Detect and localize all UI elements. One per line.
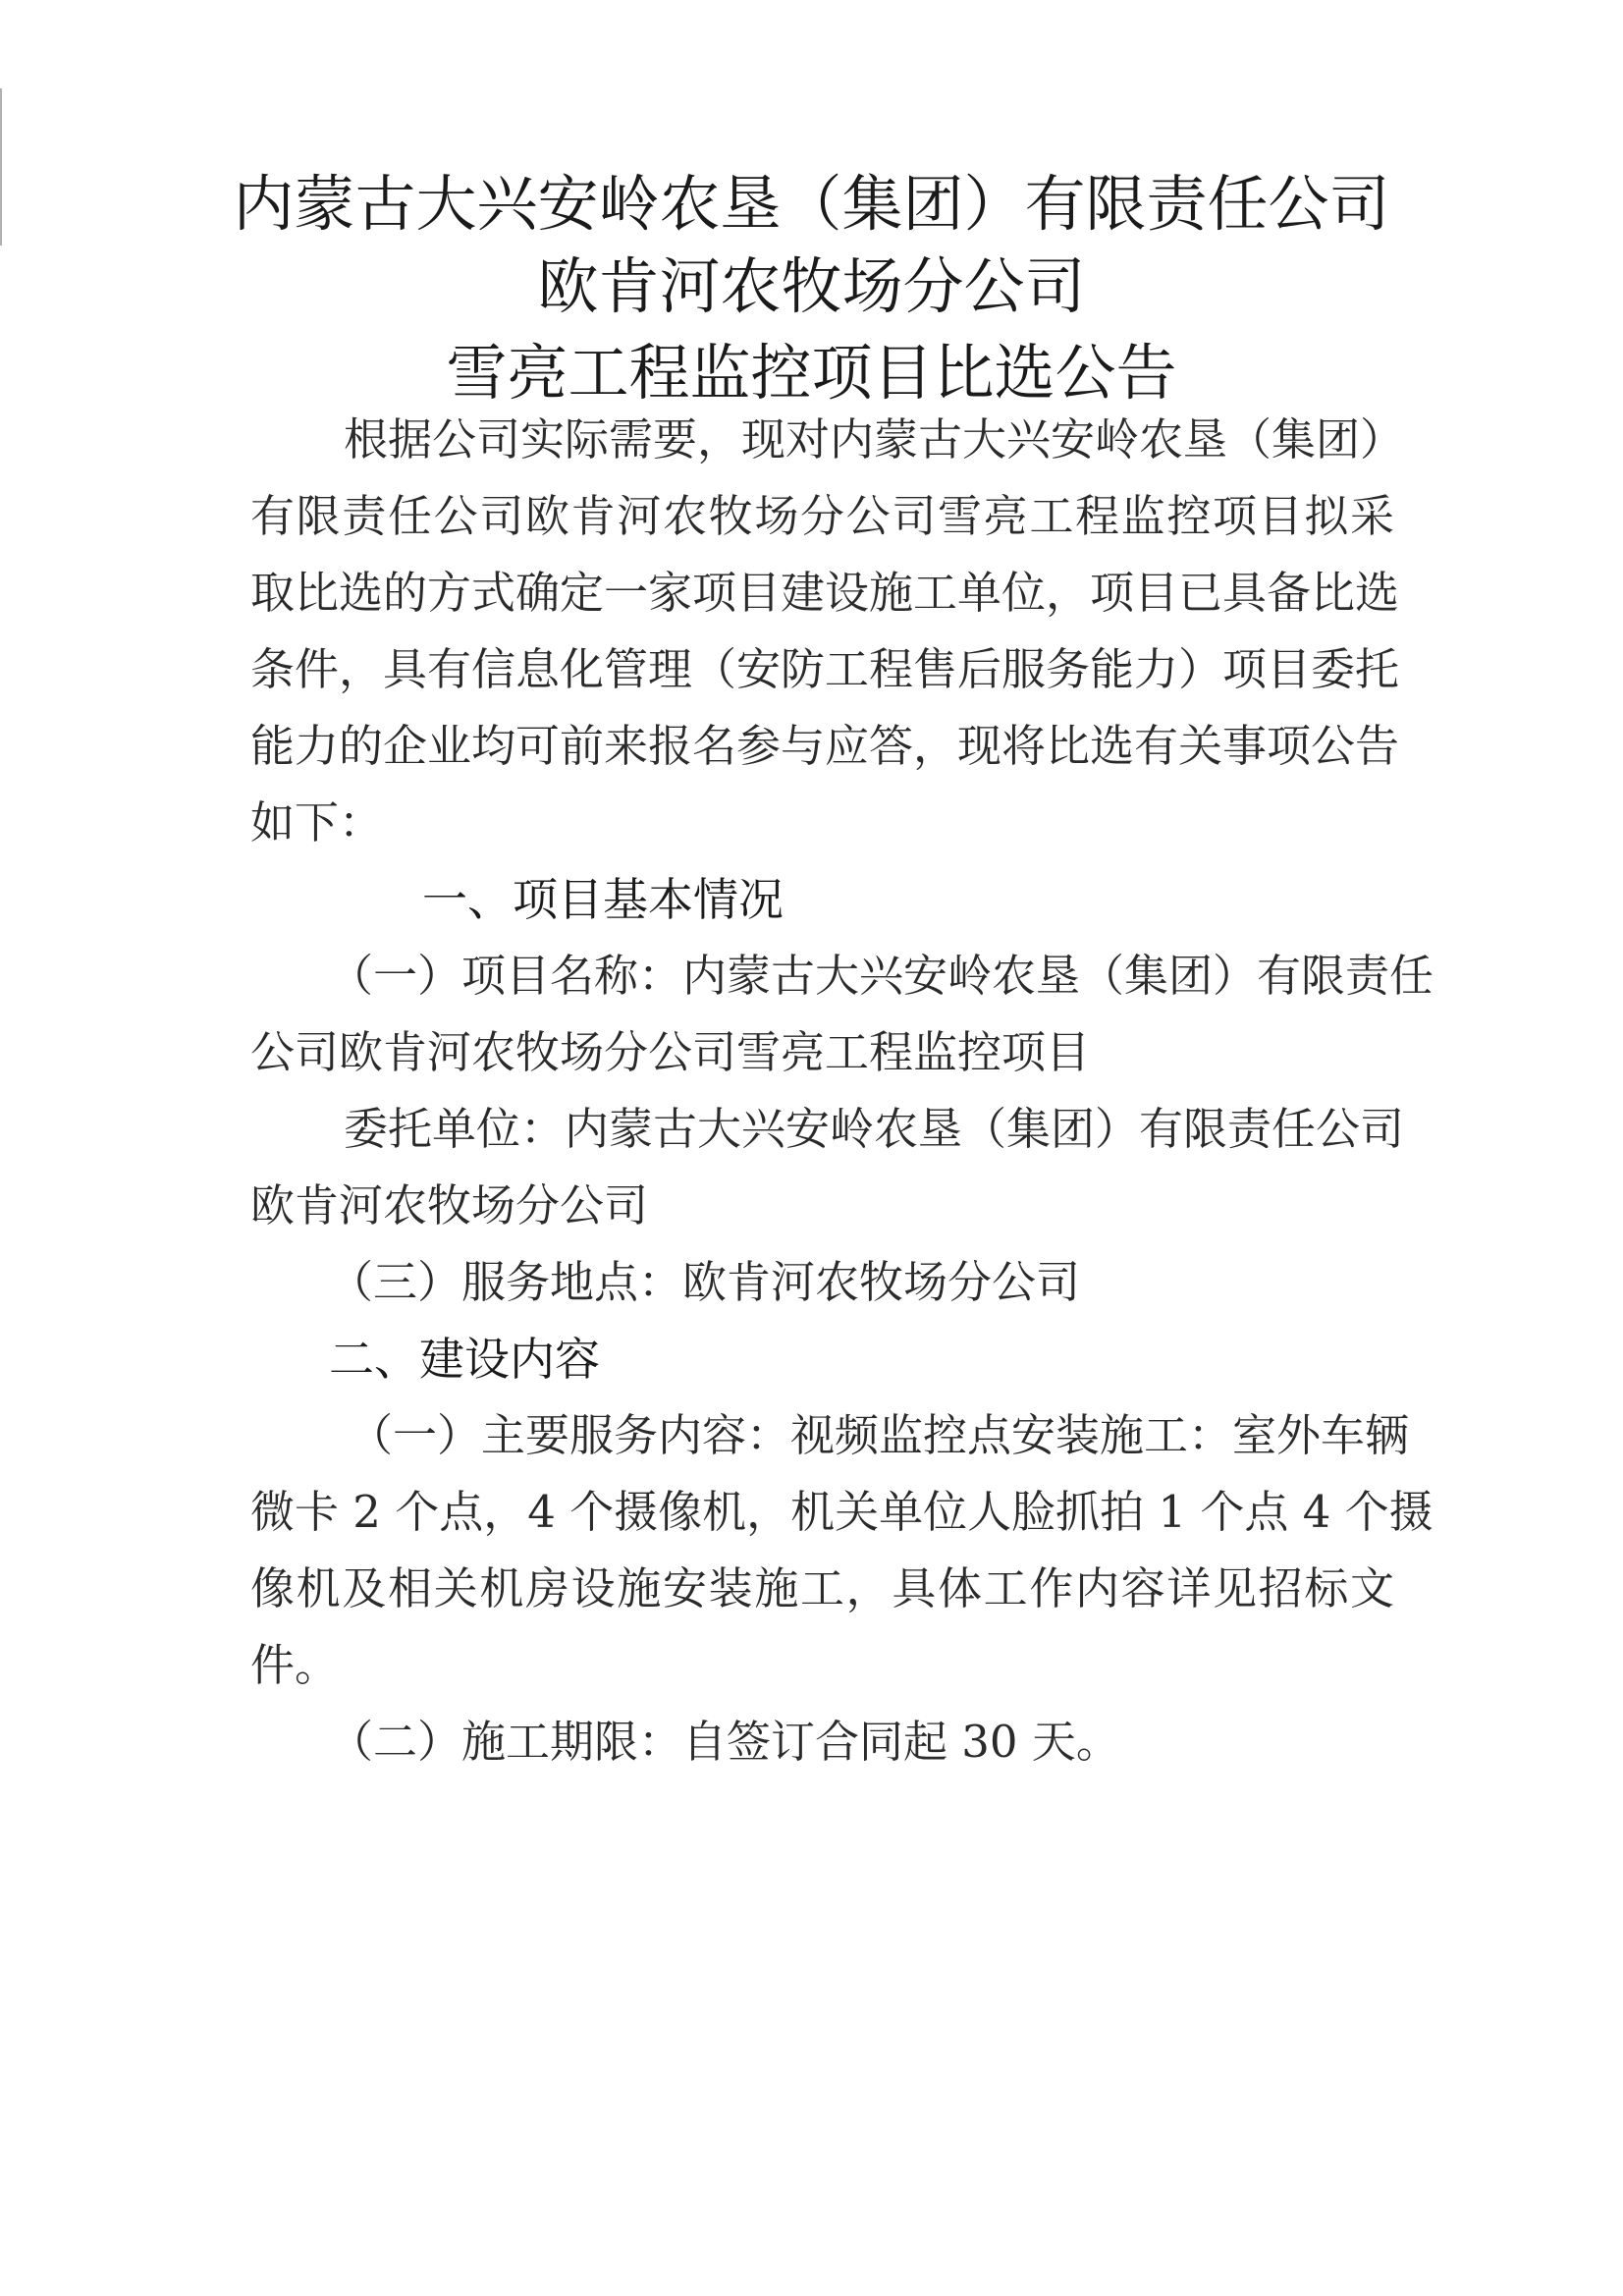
title-line-2: 欧肯河农牧场分公司 xyxy=(537,250,1086,322)
section-1-heading: 一、项目基本情况 xyxy=(422,873,784,926)
section-2-item-1-line-4: 件。 xyxy=(250,1639,340,1691)
title-line-1: 内蒙古大兴安岭农垦（集团）有限责任公司 xyxy=(233,168,1390,240)
intro-line-2: 有限责任公司欧肯河农牧场分公司雪亮工程监控项目拟采 xyxy=(250,490,1394,542)
intro-line-5: 能力的企业均可前来报名参与应答，现将比选有关事项公告 xyxy=(250,720,1400,772)
client-line-1: 委托单位：内蒙古大兴安岭农垦（集团）有限责任公司 xyxy=(344,1103,1405,1155)
section-1-item-3: （三）服务地点：欧肯河农牧场分公司 xyxy=(329,1256,1081,1308)
section-1-item-1-line-1: （一）项目名称：内蒙古大兴安岭农垦（集团）有限责任 xyxy=(329,950,1434,1002)
title-line-3: 雪亮工程监控项目比选公告 xyxy=(446,337,1177,409)
section-2-item-1-line-3: 像机及相关机房设施安装施工，具体工作内容详见招标文 xyxy=(250,1562,1394,1614)
intro-line-6: 如下： xyxy=(250,796,384,848)
section-2-item-1-line-1: （一）主要服务内容：视频监控点安装施工：室外车辆 xyxy=(349,1409,1410,1461)
section-2-item-2: （二）施工期限：自签订合同起 30 天。 xyxy=(329,1716,1120,1768)
intro-line-4: 条件，具有信息化管理（安防工程售后服务能力）项目委托 xyxy=(250,643,1400,695)
intro-line-3: 取比选的方式确定一家项目建设施工单位，项目已具备比选 xyxy=(250,567,1400,619)
section-1-item-1-line-2: 公司欧肯河农牧场分公司雪亮工程监控项目 xyxy=(250,1026,1091,1078)
section-2-heading: 二、建设内容 xyxy=(329,1333,600,1386)
section-2-item-1-line-2: 微卡 2 个点，4 个摄像机，机关单位人脸抓拍 1 个点 4 个摄 xyxy=(250,1486,1434,1538)
client-line-2: 欧肯河农牧场分公司 xyxy=(250,1179,649,1231)
intro-line-1: 根据公司实际需要，现对内蒙古大兴安岭农垦（集团） xyxy=(344,413,1405,465)
